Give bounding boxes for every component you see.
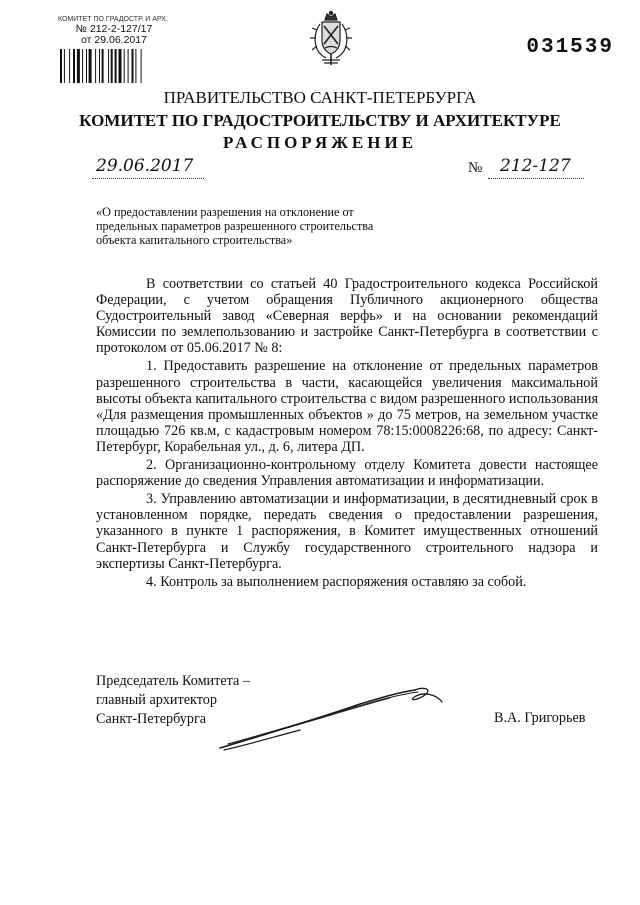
document-number: 212-127 [500, 156, 571, 176]
signer-name: В.А. Григорьев [494, 710, 586, 726]
body-item-4: 4. Контроль за выполнением распоряжения оставляю за собой. [146, 573, 527, 590]
government-title: ПРАВИТЕЛЬСТВО САНКТ-ПЕТЕРБУРГА [163, 88, 477, 107]
signer-position-line-1: Председатель Комитета – [96, 673, 250, 689]
committee-title: КОМИТЕТ ПО ГРАДОСТРОИТЕЛЬСТВУ И АРХИТЕКТУРЕ [79, 111, 561, 130]
document-date: 29.06.2017 [96, 156, 194, 176]
registration-stamp [58, 16, 170, 83]
handwritten-signature [210, 678, 450, 758]
document-type-title: РАСПОРЯЖЕНИЕ [222, 133, 418, 152]
stamp-reg-number: № 212-2-127/17 [75, 23, 153, 35]
stamp-reg-date: от 29.06.2017 [81, 34, 147, 46]
body-item-1: 1. Предоставить разрешение на отклонение от предельных параметров разрешенного строительства в части, касающейся увеличения максимальной высоты объекта капитального строительства с видом разрешенного использования «Для размещения промышленных объектов » до 75 метров, на земельном участке площадью 726 кв.м, с кадастровым номером 78:15:0008226:68, по адресу: Санкт-Петербург, Корабельная ул., д. 6, литера ДП. [96, 358, 598, 455]
stamp-header-text: КОМИТЕТ ПО ГРАДОСТР. И АРХ. [58, 16, 168, 23]
body-item-3: 3. Управлению автоматизации и информатизации, в десятидневный срок в установленном порядке, передать сведения о предоставлении разрешения, указанного в пункте 1 распоряжения, в Комитет имущественных отношений Санкт-Петербурга и Службу государственного строительного надзора и экспертизы Санкт-Петербурга. [96, 491, 598, 572]
signer-position-line-3: Санкт-Петербурга [96, 711, 207, 727]
signer-position-line-2: главный архитектор [96, 692, 217, 708]
barcode-icon [60, 49, 164, 83]
document-number-field [488, 156, 584, 179]
serial-number: 031539 [526, 36, 614, 59]
document-body [96, 276, 598, 590]
body-intro-paragraph: В соответствии со статьей 40 Градостроительного кодекса Российской Федерации, с учетом обращения Публичного акционерного общества Судостроительный завод «Северная верфь» и на основании рекомендаций Комиссии по землепользованию и застройке Санкт-Петербурга в соответствии с протоколом от 05.06.2017 № 8: [96, 276, 598, 357]
document-date-field [92, 156, 204, 179]
document-subject: «О предоставлении разрешения на отклонение от предельных параметров разрешенного строительства объекта капитального строительства» [96, 205, 374, 247]
body-item-2: 2. Организационно-контрольному отделу Комитета довести настоящее распоряжение до сведения Управления автоматизации и информатизации. [96, 457, 598, 490]
number-sign: № [468, 160, 483, 176]
coat-of-arms-emblem-icon [308, 10, 354, 68]
